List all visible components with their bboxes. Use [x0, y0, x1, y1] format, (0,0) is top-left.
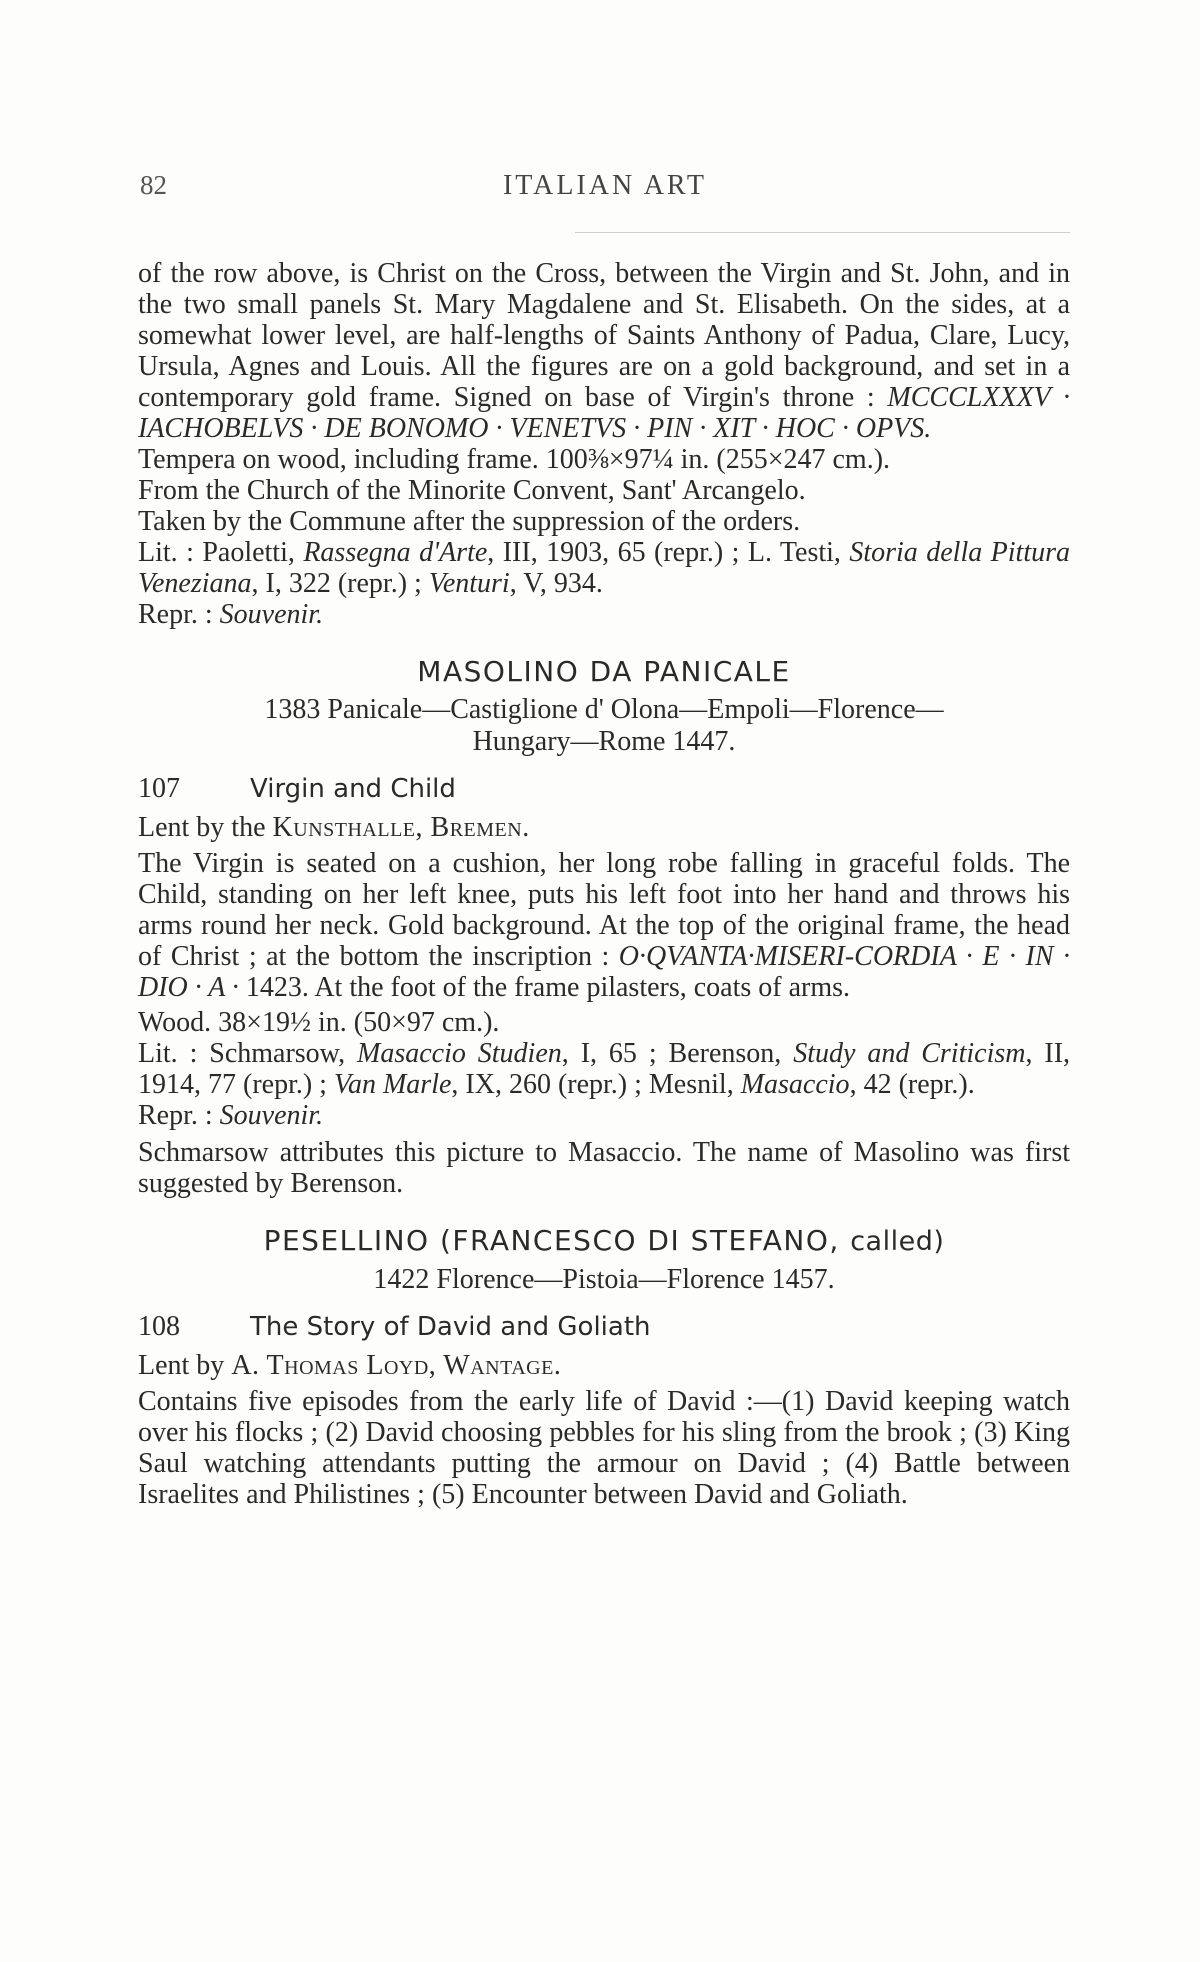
continued-description: of the row above, is Christ on the Cross, between the Virgin and St. John, and in the two small panels St. Mary Magdalene and St. Elisabeth. On the sides, at a somewhat lower level, are half-lengths of Saints Anthony of Padua, Clare, Lucy, Ursula, Agnes and Louis. All the figures are on a gold background, and set in a contemporary gold frame. Signed on base of Virgin's throne : MCCCLXXXV · IACHOBELVS · DE BONOMO · VENETVS · PIN · XIT · HOC · OPVS.	[138, 258, 1070, 444]
continued-entry	[138, 258, 1070, 630]
work-literature: Lit. : Schmarsow, Masaccio Studien, I, 65 ; Berenson, Study and Criticism, II, 1914, 77 (repr.) ; Van Marle, IX, 260 (repr.) ; Mesnil, Masaccio, 42 (repr.).	[138, 1038, 1071, 1100]
header-rule	[575, 232, 1070, 233]
artist-heading: MASOLINO DA PANICALE	[417, 655, 791, 688]
catalogue-number: 108	[138, 1311, 180, 1342]
lender-line: Lent by the Kunsthalle, Bremen.	[138, 812, 530, 843]
continued-provenance-2: Taken by the Commune after the suppression of the orders.	[138, 506, 801, 537]
lender-name: Kunsthalle, Bremen.	[272, 812, 530, 843]
continued-literature: Lit. : Paoletti, Rassegna d'Arte, III, 1903, 65 (repr.) ; L. Testi, Storia della Pittura Veneziana, I, 322 (repr.) ; Venturi, V, 934.	[138, 537, 1070, 599]
continued-provenance-1: From the Church of the Minorite Convent, Sant' Arcangelo.	[138, 475, 806, 506]
work-title: Virgin and Child	[250, 774, 456, 804]
entry-masolino	[138, 654, 1070, 1199]
catalogue-entry-title	[138, 1310, 1070, 1344]
frame-inscription: O·QVANTA·MISERI-CORDIA · E · IN · DIO · A ·	[138, 941, 1071, 1003]
lender-name: A. Thomas Loyd, Wantage.	[231, 1350, 562, 1381]
work-description: Contains five episodes from the early life of David :—(1) David keeping watch over his flocks ; (2) David choosing pebbles for his sling from the brook ; (3) King Saul watching attendants putting the armour on David ; (4) Battle between Israelites and Philistines ; (5) Encounter between David and Goliath.	[138, 1386, 1070, 1510]
continued-medium: Tempera on wood, including frame. 100⅜×97¼ in. (255×247 cm.).	[138, 444, 891, 475]
work-title: The Story of David and Goliath	[250, 1312, 651, 1342]
work-reproduction: Repr. : Souvenir.	[138, 1100, 324, 1131]
catalogue-number: 107	[138, 773, 180, 804]
page-number: 82	[140, 170, 167, 200]
work-description: The Virgin is seated on a cushion, her long robe falling in graceful folds. The Child, standing on her left knee, puts his left foot into her hand and throws his arms round her neck. Gold background. At the top of the original frame, the head of Christ ; at the bottom the inscription : O·QVANTA·MISERI-CORDIA · E · IN · DIO · A · 1423. At the foot of the frame pilasters, coats of arms.	[138, 848, 1071, 1003]
running-head	[140, 170, 1070, 210]
signature-inscription: MCCCLXXXV · IACHOBELVS · DE BONOMO · VENETVS · PIN · XIT · HOC · OPVS.	[138, 382, 1070, 444]
entry-pesellino	[138, 1223, 1070, 1510]
lender-line: Lent by A. Thomas Loyd, Wantage.	[138, 1350, 562, 1381]
artist-bio: 1422 Florence—Pistoia—Florence 1457.	[373, 1264, 835, 1295]
artist-bio: 1383 Panicale—Castiglione d' Olona—Empoli—Florence— Hungary—Rome 1447.	[264, 694, 944, 757]
continued-reproduction: Repr. : Souvenir.	[138, 599, 324, 630]
running-title: ITALIAN ART	[502, 170, 708, 201]
catalogue-entry-title	[138, 772, 1070, 806]
attribution-note: Schmarsow attributes this picture to Masaccio. The name of Masolino was first suggested by Berenson.	[138, 1137, 1070, 1199]
artist-heading: PESELLINO (FRANCESCO DI STEFANO, called)	[263, 1224, 945, 1257]
work-medium: Wood. 38×19½ in. (50×97 cm.).	[138, 1007, 500, 1038]
page-body	[138, 258, 1070, 1510]
